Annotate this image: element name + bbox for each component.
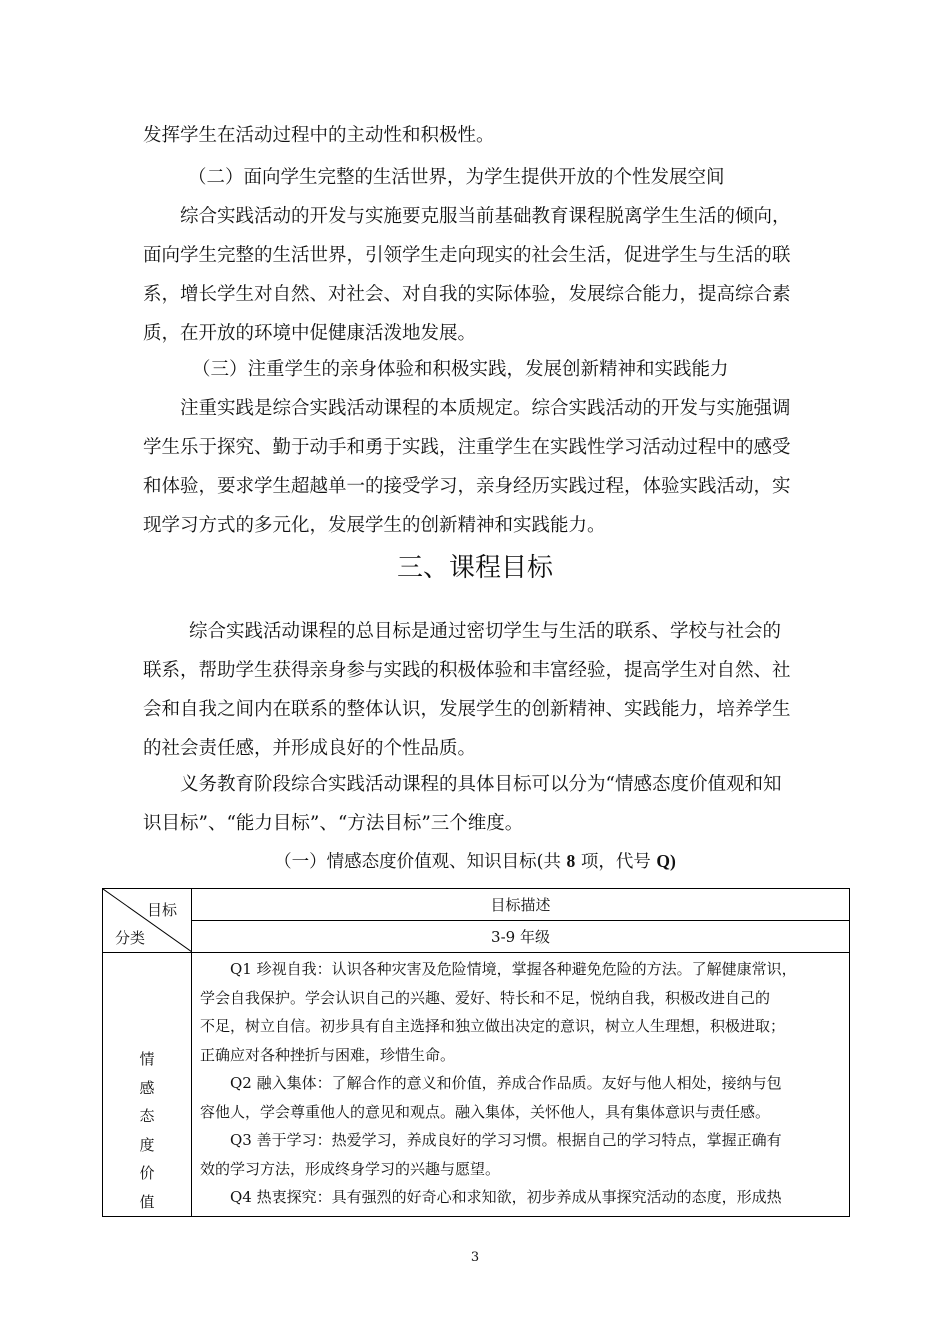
description-cell: Q1 珍视自我：认识各种灾害及危险情境，掌握各种避免危险的方法。了解健康常识， 学会自我保护。学会认识自己的兴趣、爱好、特长和不足，悦纳自我，积极改进自己的 不足，树立自信。初步具有自主选择和独立做出决定的意识，树立人生理想，积极进取； 正确应对各种挫折与困难，珍惜生命。 Q2 融入集体：了解合作的意义和价值，养成合作品质。友好与他人相处，接纳与包 容他人，学会尊重他人的意见和观点。融入集体，关怀他人，具有集体意识与责任感。 Q3 善于学习：热爱学习，养成良好的学习习惯。根据自己的学习特点，掌握正确有 效的学习方法，形成终身学习的兴趣与愿望。 Q4 热衷探究：具有强烈的好奇心和求知欲，初步养成从事探究活动的态度，形成热	[192, 953, 850, 1217]
paragraph-specific-goals: 义务教育阶段综合实践活动课程的具体目标可以分为“情感态度价值观和知 识目标”、“能力目标”、“方法目标”三个维度。	[143, 774, 782, 834]
paragraph-practice: 注重实践是综合实践活动课程的本质规定。综合实践活动的开发与实施强调 学生乐于探究、勤于动手和勇于实践，注重学生在实践性学习活动过程中的感受 和体验，要求学生超越单一的接受学习，亲身经历实践过程，体验实践活动，实 现学习方式的多元化，发展学生的创新精神和实践能力。	[143, 398, 791, 536]
corner-label-goal: 目标	[146, 901, 177, 919]
table-caption: （一）情感态度价值观、知识目标(共 8 项，代号 Q)	[274, 851, 676, 872]
category-cell: 情 感 态 度 价 值	[103, 953, 192, 1217]
subheading-2: （二）面向学生完整的生活世界，为学生提供开放的个性发展空间	[188, 167, 725, 188]
paragraph-continuation: 发挥学生在活动过程中的主动性和积极性。	[143, 125, 495, 146]
section-title: 三、课程目标	[396, 553, 553, 583]
corner-label-category: 分类	[115, 929, 146, 947]
goals-table	[102, 888, 850, 1217]
paragraph-life-world: 综合实践活动的开发与实施要克服当前基础教育课程脱离学生生活的倾向， 面向学生完整的生活世界，引领学生走向现实的社会生活，促进学生与生活的联 系，增长学生对自然、对社会、对自我的实际体验，发展综合能力，提高综合素 质，在开放的环境中促健康活泼地发展。	[143, 206, 791, 344]
header-description: 目标描述	[192, 889, 850, 921]
page-number: 3	[470, 1250, 480, 1265]
paragraph-overall-goal: 综合实践活动课程的总目标是通过密切学生与生活的联系、学校与社会的 联系，帮助学生获得亲身参与实践的积极体验和丰富经验，提高学生对自然、社 会和自我之间内在联系的整体认识，发展学生的创新精神、实践能力，培养学生 的社会责任感，并形成良好的个性品质。	[143, 621, 791, 759]
header-grade: 3-9 年级	[192, 921, 850, 953]
table-corner-cell	[103, 889, 192, 953]
subheading-3: （三）注重学生的亲身体验和积极实践，发展创新精神和实践能力	[192, 359, 729, 380]
